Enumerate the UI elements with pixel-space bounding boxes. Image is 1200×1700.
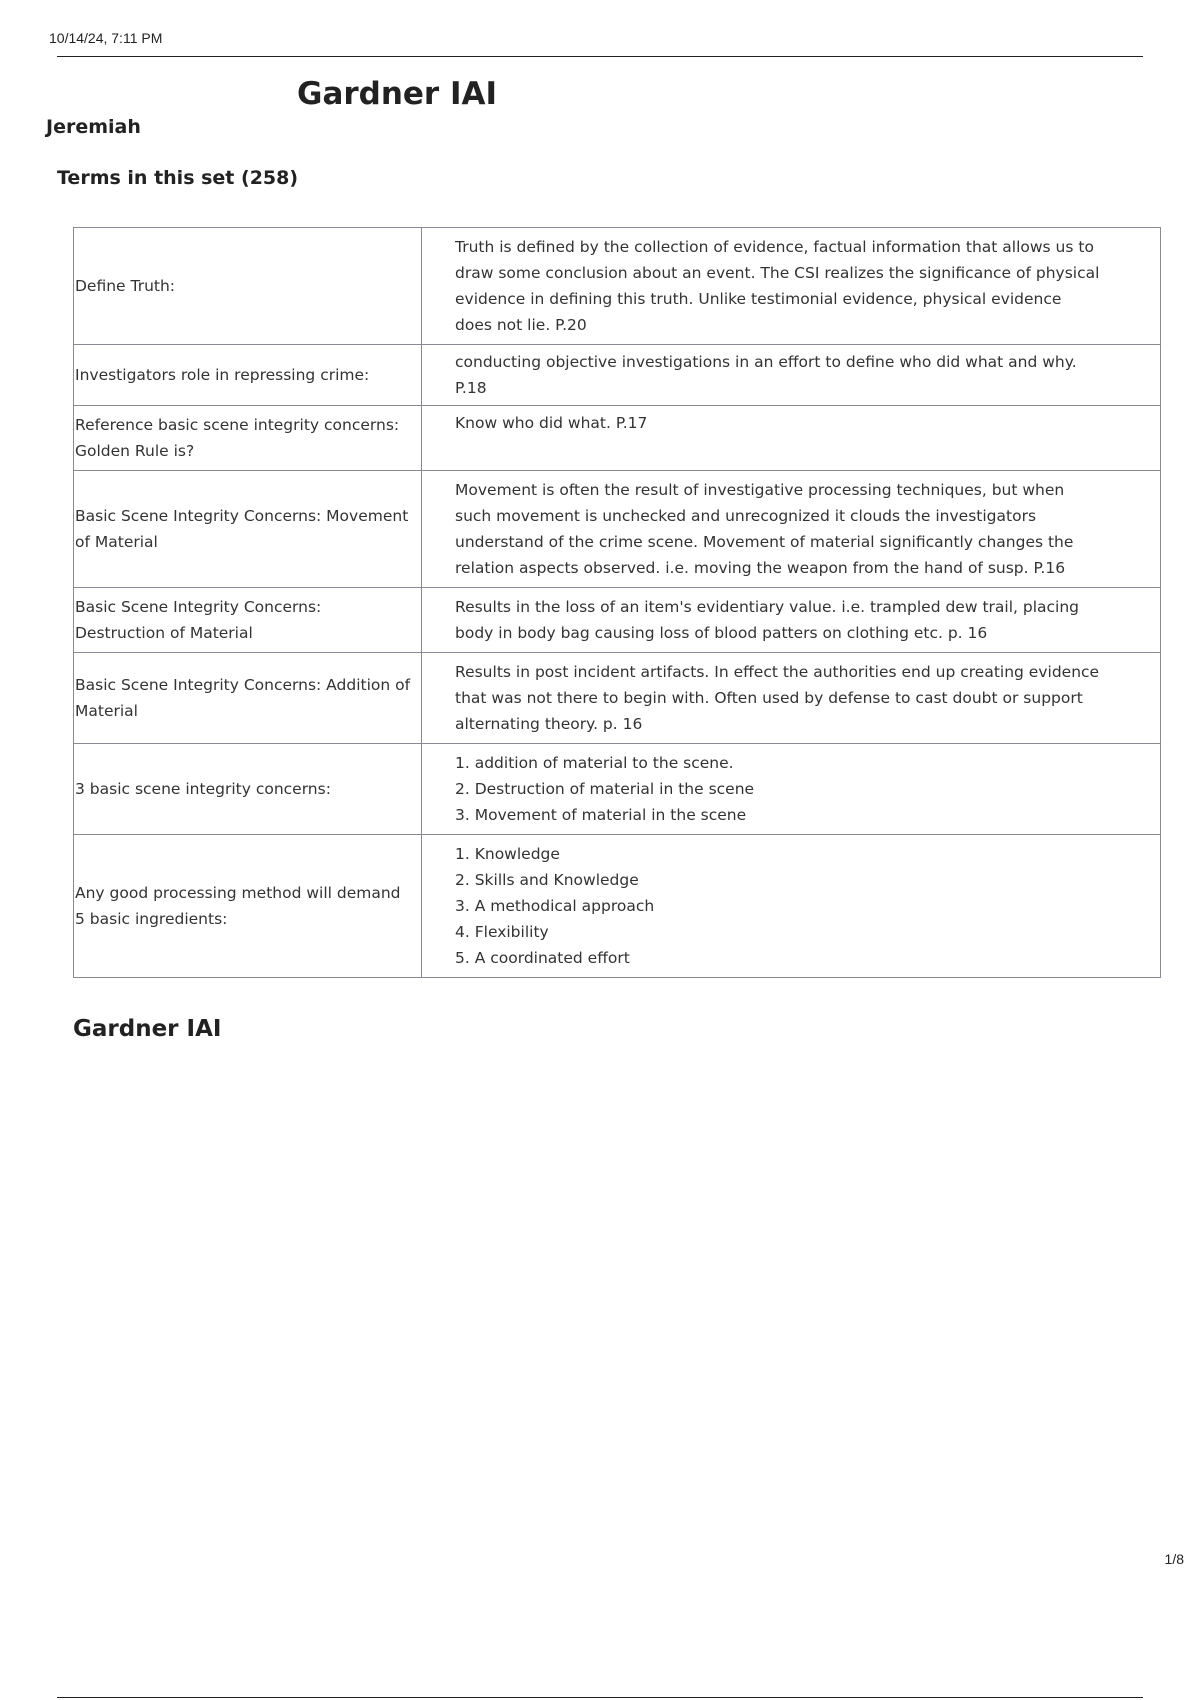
term-cell: Basic Scene Integrity Concerns: Destruction of Material <box>74 588 422 653</box>
list-item: 3. Movement of material in the scene <box>455 806 747 824</box>
list-item: 2. Skills and Knowledge <box>455 871 639 889</box>
print-timestamp: 10/14/24, 7:11 PM <box>49 30 163 46</box>
table-row <box>74 653 1161 744</box>
term-cell: 3 basic scene integrity concerns: <box>74 744 422 835</box>
list-item: 1. Knowledge <box>455 845 560 863</box>
definition-cell: Truth is defined by the collection of evidence, factual information that allows us to draw some conclusion about an event. The CSI realizes the significance of physical evidence in defining this truth. Unlike testimonial evidence, physical evidence does not lie. P.20 <box>422 228 1161 345</box>
table-row <box>74 345 1161 406</box>
definition-cell: conducting objective investigations in an effort to define who did what and why. P.18 <box>422 345 1161 406</box>
definition-cell: Results in the loss of an item's evidentiary value. i.e. trampled dew trail, placing body in body bag causing loss of blood patters on clothing etc. p. 16 <box>422 588 1161 653</box>
definition-cell: Movement is often the result of investigative processing techniques, but when such movement is unchecked and unrecognized it clouds the investigators understand of the crime scene. Movement of material significantly changes the relation aspects observed. i.e. moving the weapon from the hand of susp. P.16 <box>422 471 1161 588</box>
list-item: 1. addition of material to the scene. <box>455 754 734 772</box>
author-name[interactable]: Jeremiah <box>46 116 141 138</box>
definition-cell: Results in post incident artifacts. In effect the authorities end up creating evidence that was not there to begin with. Often used by defense to cast doubt or support alternating theory. p. 16 <box>422 653 1161 744</box>
table-row <box>74 406 1161 471</box>
definition-list <box>455 841 1100 971</box>
list-item: 3. A methodical approach <box>455 897 655 915</box>
term-cell: Reference basic scene integrity concerns: Golden Rule is? <box>74 406 422 471</box>
definition-cell: Know who did what. P.17 <box>422 406 1161 471</box>
terms-count-heading: Terms in this set (258) <box>57 167 299 189</box>
table-row <box>74 835 1161 978</box>
terms-table <box>73 227 1161 978</box>
page-number: 1/8 <box>1164 1551 1184 1567</box>
table-row <box>74 744 1161 835</box>
definition-cell <box>422 835 1161 978</box>
list-item: 4. Flexibility <box>455 923 549 941</box>
term-cell: Basic Scene Integrity Concerns: Addition of Material <box>74 653 422 744</box>
table-row <box>74 471 1161 588</box>
term-cell: Define Truth: <box>74 228 422 345</box>
definition-list <box>455 750 1100 828</box>
term-cell: Any good processing method will demand 5 basic ingredients: <box>74 835 422 978</box>
set-title-link[interactable]: Gardner IAI <box>73 1016 222 1042</box>
footer-divider <box>57 1697 1143 1698</box>
page-title: Gardner IAI <box>297 76 498 112</box>
definition-cell <box>422 744 1161 835</box>
list-item: 2. Destruction of material in the scene <box>455 780 755 798</box>
header-divider <box>57 56 1143 57</box>
list-item: 5. A coordinated effort <box>455 949 630 967</box>
table-row <box>74 588 1161 653</box>
term-cell: Basic Scene Integrity Concerns: Movement of Material <box>74 471 422 588</box>
term-cell: Investigators role in repressing crime: <box>74 345 422 406</box>
table-row <box>74 228 1161 345</box>
